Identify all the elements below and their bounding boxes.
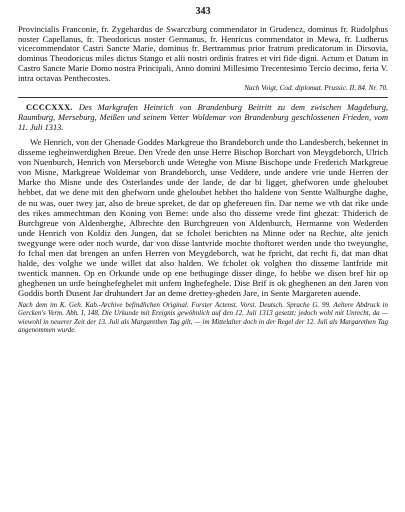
preceding-document-text: Provincialis Franconie, fr. Zygehardus de Swarczburg commendator in Grudencz, dominus fr. Rudolphus noster Capellanus, fr. Theodoricus noster Germanus, fr. Henricus commendator in Mewa, fr. Ludherus vicecommendator Castri Sancte Marie, dominus fr. Bertrammus prior fratrum predicatorum in Dirsovia, dominus Theodoricus miles dictus Stango et alii nostri ordinis fratres et viri fide digni. Actum et Datum in Castro Sancte Marie Domo nostra Principali, Anno domini Millesimo Trecentesimo Tercio decimo, feria V. intra octavas Penthecostes.	[18, 24, 388, 83]
page-number: 343	[195, 6, 211, 17]
document-page	[18, 6, 388, 506]
document-body: We Henrich, von der Ghenade Goddes Markgreue tho Brandeborch unde tho Landesberch, bekennet in disseme iegheinwerdighen Breue. Den Vrede den unse Herre Bischop Borchart von Meygdeborch, Ulrich von Nuenburch, Henrich von Merseborch unde Weteghe von Misne Bischope unde Frederich Markgreue von Misne, Markgreue Woldemar von Brandeborch, unse Veddere, unde andere vrie unde Herren der Marke tho Misne unde des Osterlandes unde der lande, de dar bi ligget, ghefworen unde gheloubet hebbet, dat we dene mit den ghefworn unde gheloubet hebbet tho haldene von Sentte Walburghe daghe, de nu was, ouer twey jar, also de breue spreket, de dar op ghefereuen fin. Dar neme we vth dat rike unde des rikes ammechtman den Koning von Beme: unde also tho disseme vrede fint ghezat: Thiderich de Burchgreue von Aldenberghe, Albrechte den Burchgreuen von Aldenburch, Hermanne von Wederden unde Henrich von Koldiz den Jungen, dat se fcholet berichten na Minne oder na Rechte, alte jenich twegyunge were oder noch wurde, dar von disse lantvride mochte thoftoret werden unde tho tweyunghe, fo fchal men dat brengen an unfen Herren von Meygdeborch, wat he fpricht, dat recht fi, dat man dhat halde, des volghe we unde willet dat also halden. We fcholet ok volghen tho disseme lantfride mit twentick mannen. Op en Orkunde unde op ene bethuginge disser dinge, fo hebbe we disen bref hir op gheghenen un unfe beinghefeghelet mit unfem Inghefeghele. Dise Brif is ok gheghenen an den Jaren von Goddis borth Dusent Jar druhundert Jar an deme drettey-gheden Jare, in Sente Margareten auende.	[18, 137, 389, 298]
document-number: CCCCXXX.	[26, 103, 73, 113]
preceding-document-source: Nach Voigt, Cod. diplomat. Prussic. II, 84. Nr. 70.	[244, 84, 388, 93]
document-title: Des Markgrafen Heinrich von Brandenburg Beitritt zu dem zwischen Magdeburg, Raumburg, Merseburg, Meißen und seinem Vetter Woldemar von Brandenburg geschlossenen Frieden, vom 11. Juli 1313.	[18, 103, 388, 133]
document-header	[18, 103, 388, 133]
document-note: Nach dem im K. Geh. Kab.-Archive befindlichen Original. Forster Actenst. Vorst. Deutsch. Sprache G. 99. Aeltere Abdruck in Gercken's Verm. Abh. I, 148. Die Urkunde mit Ereignis gewöhnlich auf den 12. Juli 1313 gesetzt; jedoch wohl mit Unrecht, da — wiewohl in neuerer Zeit der 13. Juli als Margarethen Tag gilt, — im Mittelalter doch in der Regel der 12. Juli als Margarethen Tag angenommen wurde.	[18, 300, 388, 335]
section-divider	[18, 97, 388, 98]
